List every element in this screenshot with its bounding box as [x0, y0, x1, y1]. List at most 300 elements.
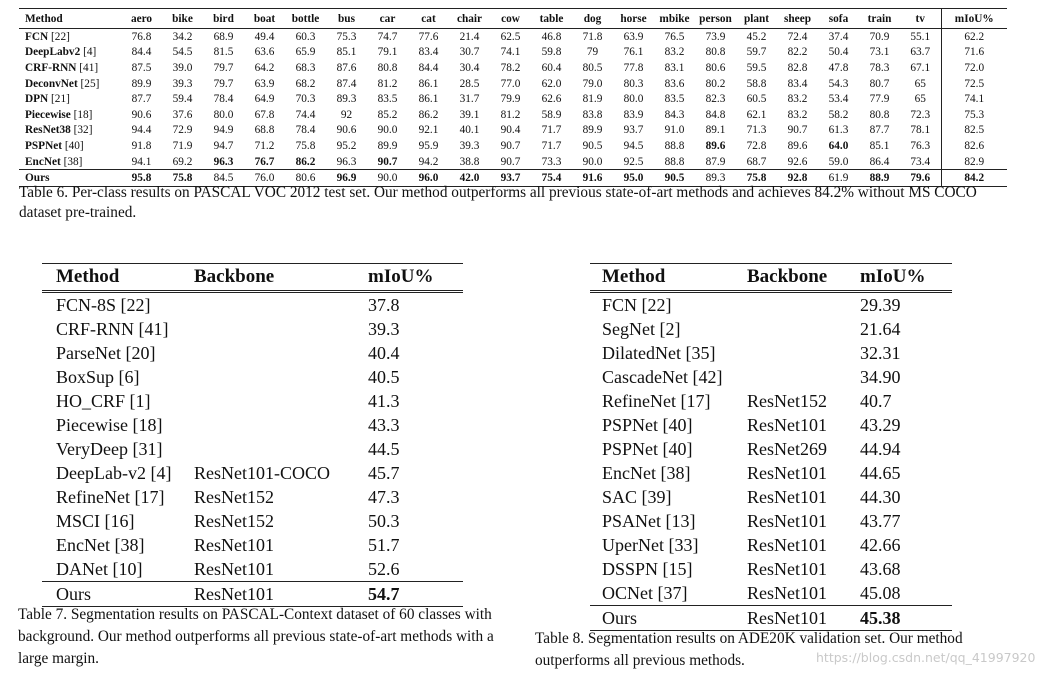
watermark: https://blog.csdn.net/qq_41997920	[816, 650, 1036, 665]
method-cell: Ours	[602, 608, 637, 628]
miou-cell: 45.08	[860, 583, 901, 603]
method-cell: RefineNet [17]	[602, 391, 711, 411]
table-6-value-cell: 86.1	[418, 93, 439, 106]
method-cell: CascadeNet [42]	[602, 367, 723, 387]
table-6-row	[19, 91, 1007, 107]
table-6-value-cell: 94.2	[418, 155, 439, 168]
table-6-value-cell: 89.1	[705, 124, 726, 137]
table-6-value-cell: 90.7	[500, 155, 521, 168]
table-6-value-cell: 94.7	[213, 139, 234, 152]
table-6-method-cell	[19, 60, 121, 76]
table-6-value-cell: 54.5	[172, 46, 193, 59]
backbone-cell	[194, 365, 368, 389]
table-6-header-cell: person	[699, 12, 732, 25]
miou-cell: 44.30	[860, 487, 901, 507]
table-6-header-cell: bike	[172, 12, 193, 25]
table8-row	[590, 341, 952, 365]
table-6-value-cell: 92.1	[418, 124, 439, 137]
miou-cell: 52.6	[368, 559, 400, 579]
table-8-header-miou: mIoU%	[860, 266, 926, 287]
table-6-value-cell: 89.9	[582, 124, 603, 137]
table-6-value-cell: 63.9	[623, 30, 644, 43]
method-name: ResNet38	[25, 124, 71, 137]
method-name: EncNet	[25, 155, 61, 168]
method-cell: EncNet [38]	[602, 463, 691, 483]
table7-row	[42, 437, 463, 461]
table-6-value-cell: 63.9	[254, 77, 275, 90]
table-6-value-cell: 94.1	[131, 155, 152, 168]
table-6-value-cell: 79.0	[582, 77, 603, 90]
table-6-value-cell: 65	[914, 77, 926, 90]
table-6-value-cell: 94.4	[131, 124, 152, 137]
table-6-row	[19, 29, 1007, 45]
table-6-value-cell: 74.1	[500, 46, 521, 59]
table7-row	[42, 485, 463, 509]
method-cell: CRF-RNN [41]	[56, 319, 169, 339]
table-6-value-cell: 83.2	[787, 108, 808, 121]
table-6-header-cell: mIoU%	[941, 9, 1007, 29]
table-6-value-cell: 76.5	[664, 30, 685, 43]
table-6-value-cell: 62.2	[941, 29, 1007, 45]
table8-row	[590, 533, 952, 557]
table-6-value-cell: 59.0	[828, 155, 849, 168]
table-6-row	[19, 45, 1007, 61]
method-cell: DSSPN [15]	[602, 559, 693, 579]
miou-cell: 45.38	[860, 608, 901, 628]
table-6-value-cell: 71.8	[582, 30, 603, 43]
table-6-value-cell: 58.2	[828, 108, 849, 121]
method-ref: [38]	[63, 155, 83, 168]
table-6-value-cell: 94.9	[213, 124, 234, 137]
table-6-value-cell: 68.3	[295, 61, 316, 74]
table-6-value-cell: 83.4	[418, 46, 439, 59]
table-6-value-cell: 75.8	[172, 172, 193, 185]
table-6-value-cell: 96.3	[213, 155, 234, 168]
table-6-value-cell: 90.7	[787, 124, 808, 137]
table8-row	[590, 437, 952, 461]
table-6-value-cell: 62.5	[500, 30, 521, 43]
table-6-value-cell: 88.9	[869, 172, 890, 185]
table-6-value-cell: 45.2	[746, 30, 767, 43]
method-name: Ours	[25, 172, 50, 185]
table-6-value-cell: 90.0	[377, 172, 398, 185]
table7-row	[42, 557, 463, 582]
table-6-value-cell: 80.8	[377, 61, 398, 74]
table-6-value-cell: 81.2	[500, 108, 521, 121]
backbone-cell: ResNet152	[194, 487, 274, 507]
method-name: Piecewise	[25, 108, 71, 121]
table7-row	[42, 509, 463, 533]
table8-row	[590, 317, 952, 341]
table7-row	[42, 317, 463, 341]
table-6-value-cell: 91.8	[131, 139, 152, 152]
table-6-value-cell: 84.5	[213, 172, 234, 185]
method-cell: Ours	[56, 584, 91, 604]
table-6-value-cell: 96.3	[336, 155, 357, 168]
table-6-value-cell: 59.4	[172, 93, 193, 106]
table-6-header-cell: bus	[338, 12, 355, 25]
table-6-value-cell: 72.8	[746, 139, 767, 152]
table-6-value-cell: 73.1	[869, 46, 890, 59]
table-6-value-cell: 87.9	[705, 155, 726, 168]
method-ref: [41]	[79, 61, 99, 74]
table-6-value-cell: 75.4	[541, 172, 562, 185]
table-6-value-cell: 21.4	[459, 30, 480, 43]
table-6-value-cell: 89.9	[377, 139, 398, 152]
table-6-value-cell: 39.3	[459, 139, 480, 152]
table-6-value-cell: 28.5	[459, 77, 480, 90]
table-6-value-cell: 63.7	[910, 46, 931, 59]
table-6-value-cell: 60.3	[295, 30, 316, 43]
table-6-value-cell: 73.3	[541, 155, 562, 168]
table-6-value-cell: 90.6	[336, 124, 357, 137]
table-6-value-cell: 79.6	[910, 172, 931, 185]
table-6-value-cell: 76.0	[254, 172, 275, 185]
method-cell: DANet [10]	[56, 559, 143, 579]
table-6-value-cell: 59.8	[541, 46, 562, 59]
table-6-method-cell	[19, 29, 121, 45]
table-6-value-cell: 90.0	[377, 124, 398, 137]
table-6-value-cell: 80.6	[705, 61, 726, 74]
table-6-value-cell: 71.7	[541, 139, 562, 152]
table8-row	[590, 389, 952, 413]
table-6-header-cell: dog	[583, 12, 602, 25]
table-6-value-cell: 84.2	[941, 170, 1007, 187]
table8-row	[590, 581, 952, 606]
table-6-value-cell: 90.0	[582, 155, 603, 168]
table-6-value-cell: 72.3	[910, 108, 931, 121]
table-6-value-cell: 92.6	[787, 155, 808, 168]
table-6-value-cell: 46.8	[541, 30, 562, 43]
table-6-header-cell: train	[867, 12, 892, 25]
table-6-value-cell: 82.6	[941, 138, 1007, 154]
table-6-value-cell: 90.7	[377, 155, 398, 168]
method-cell: PSPNet [40]	[602, 439, 693, 459]
backbone-cell	[194, 292, 368, 318]
miou-cell: 43.68	[860, 559, 901, 579]
table-6-value-cell: 68.2	[295, 77, 316, 90]
table-7-header-row	[42, 264, 463, 292]
table-6-row	[19, 107, 1007, 123]
table-6-value-cell: 38.8	[459, 155, 480, 168]
table-6-header-cell: aero	[130, 12, 153, 25]
table-6-header-cell: bird	[213, 12, 234, 25]
table8-row	[590, 557, 952, 581]
table-7-header-miou: mIoU%	[368, 266, 434, 287]
table-6-value-cell: 31.7	[459, 93, 480, 106]
table-6-method-cell	[19, 107, 121, 123]
table7-row	[42, 292, 463, 318]
table-6-method-cell	[19, 154, 121, 170]
table-6-value-cell: 95.2	[336, 139, 357, 152]
table-6-value-cell: 89.6	[787, 139, 808, 152]
table-6-value-cell: 83.2	[787, 93, 808, 106]
method-cell: MSCI [16]	[56, 511, 135, 531]
table8-ours-row	[590, 606, 952, 631]
backbone-cell: ResNet152	[194, 511, 274, 531]
table-6-value-cell: 42.0	[459, 172, 480, 185]
table-6-value-cell: 87.4	[336, 77, 357, 90]
table-6-value-cell: 92.5	[623, 155, 644, 168]
table-6-method-cell	[19, 76, 121, 92]
miou-cell: 21.64	[860, 319, 901, 339]
table-6-value-cell: 62.6	[541, 93, 562, 106]
table-6-value-cell: 96.9	[336, 172, 357, 185]
table-6-value-cell: 69.2	[172, 155, 193, 168]
backbone-cell: ResNet101	[747, 511, 827, 531]
method-cell: PSPNet [40]	[602, 415, 693, 435]
method-ref: [32]	[73, 124, 93, 137]
table-6-value-cell: 89.6	[705, 139, 726, 152]
table-6-value-cell: 79.7	[213, 61, 234, 74]
table-6-value-cell: 86.1	[418, 77, 439, 90]
table-6-value-cell: 81.9	[582, 93, 603, 106]
miou-cell: 43.77	[860, 511, 901, 531]
table-8-caption: Table 8. Segmentation results on ADE20K validation set. Our method outperforms all previous methods.	[535, 630, 963, 669]
table-6-header-cell: chair	[456, 12, 483, 25]
table-6-value-cell: 80.0	[213, 108, 234, 121]
table-6-value-cell: 81.2	[377, 77, 398, 90]
table-6-value-cell: 37.4	[828, 30, 849, 43]
table-6-caption: Table 6. Per-class results on PASCAL VOC 2012 test set. Our method outperforms all previous state-of-art methods and achieves 84.2% without MS COCO dataset pre-trained.	[19, 184, 977, 221]
table-6-value-cell: 67.1	[910, 61, 931, 74]
table-6-value-cell: 74.1	[941, 91, 1007, 107]
miou-cell: 51.7	[368, 535, 400, 555]
miou-cell: 43.3	[368, 415, 400, 435]
method-name: DeepLabv2	[25, 46, 81, 59]
table-6-row	[19, 123, 1007, 139]
table7-ours-row	[42, 582, 463, 607]
table-6-value-cell: 54.3	[828, 77, 849, 90]
miou-cell: 34.90	[860, 367, 901, 387]
table-6-value-cell: 59.7	[746, 46, 767, 59]
backbone-cell: ResNet101	[747, 463, 827, 483]
table-6-value-cell: 61.9	[828, 172, 849, 185]
table-6-value-cell: 72.4	[787, 30, 808, 43]
table-6-value-cell: 86.2	[418, 108, 439, 121]
miou-cell: 47.3	[368, 487, 400, 507]
method-ref: [22]	[51, 30, 70, 43]
table-6-value-cell: 79	[586, 46, 599, 59]
method-cell: EncNet [38]	[56, 535, 145, 555]
table-6-value-cell: 73.4	[910, 155, 931, 168]
table-6-value-cell: 89.3	[705, 172, 726, 185]
table-6-value-cell: 59.5	[746, 61, 767, 74]
backbone-cell	[747, 292, 860, 318]
method-name: DPN	[25, 93, 49, 106]
table-6-value-cell: 84.4	[131, 46, 152, 59]
table-6-header-cell: sofa	[828, 12, 849, 25]
table-6-value-cell: 39.1	[459, 108, 480, 121]
table-6-header-cell: sheep	[784, 12, 811, 25]
table-6-value-cell: 64.0	[828, 139, 849, 152]
table-6-value-cell: 30.4	[459, 61, 480, 74]
table-6-value-cell: 93.7	[623, 124, 644, 137]
table-7-header-method: Method	[56, 266, 120, 287]
method-cell: PSANet [13]	[602, 511, 696, 531]
table-6-value-cell: 82.9	[941, 154, 1007, 170]
table-6-row	[19, 76, 1007, 92]
table-6-value-cell: 37.6	[172, 108, 193, 121]
table-6-value-cell: 74.4	[295, 108, 316, 121]
table-6-value-cell: 77.6	[418, 30, 439, 43]
table7-row	[42, 365, 463, 389]
backbone-cell	[747, 365, 860, 389]
table-6-value-cell: 87.7	[869, 124, 890, 137]
table-8-header-row	[590, 264, 952, 292]
table-6-header-cell: tv	[915, 12, 925, 25]
backbone-cell: ResNet101-COCO	[194, 463, 330, 483]
table-6-value-cell: 64.9	[254, 93, 275, 106]
miou-cell: 43.29	[860, 415, 901, 435]
backbone-cell: ResNet101	[747, 559, 827, 579]
table-6-value-cell: 82.2	[787, 46, 808, 59]
table-6-value-cell: 67.8	[254, 108, 275, 121]
backbone-cell	[194, 413, 368, 437]
table-6-value-cell: 83.2	[664, 46, 685, 59]
table-6-value-cell: 84.8	[705, 108, 726, 121]
table-6-row	[19, 154, 1007, 170]
table-6-header-cell: plant	[743, 12, 770, 25]
table-6-value-cell: 80.3	[623, 77, 644, 90]
table-6-value-cell: 90.5	[582, 139, 603, 152]
table-6-header-cell: Method	[25, 12, 63, 25]
miou-cell: 40.4	[368, 343, 400, 363]
miou-cell: 44.65	[860, 463, 901, 483]
table7-row	[42, 461, 463, 485]
miou-cell: 41.3	[368, 391, 400, 411]
method-name: PSPNet	[25, 139, 63, 152]
table-6-value-cell: 80.7	[869, 77, 890, 90]
table-6-value-cell: 79.1	[377, 46, 398, 59]
table-6-value-cell: 55.1	[910, 30, 931, 43]
table-6-value-cell: 68.9	[213, 30, 234, 43]
table-6-value-cell: 82.8	[787, 61, 808, 74]
method-name: DeconvNet	[25, 77, 78, 90]
table-6-value-cell: 90.4	[500, 124, 521, 137]
table8-row	[590, 292, 952, 318]
table-6-value-cell: 60.5	[746, 93, 767, 106]
table-6-value-cell: 58.8	[746, 77, 767, 90]
table7-row	[42, 413, 463, 437]
table-6-value-cell: 76.8	[131, 30, 152, 43]
table-6-value-cell: 85.2	[377, 108, 398, 121]
method-ref: [40]	[64, 139, 84, 152]
table-6-value-cell: 78.4	[295, 124, 316, 137]
miou-cell: 44.94	[860, 439, 901, 459]
table7-row	[42, 341, 463, 365]
table-6-value-cell: 71.9	[172, 139, 193, 152]
table-6-value-cell: 71.6	[941, 45, 1007, 61]
table-7-caption: Table 7. Segmentation results on PASCAL-Context dataset of 60 classes with background. Our method outperforms all previous state-of-art methods with a large margin.	[18, 606, 494, 667]
backbone-cell	[194, 437, 368, 461]
method-cell: ParseNet [20]	[56, 343, 156, 363]
table-6-value-cell: 50.4	[828, 46, 849, 59]
miou-cell: 45.7	[368, 463, 400, 483]
table-6-value-cell: 68.8	[254, 124, 275, 137]
table-6-method-cell	[19, 138, 121, 154]
table-6-value-cell: 73.9	[705, 30, 726, 43]
table-6-value-cell: 80.6	[295, 172, 316, 185]
table-6-value-cell: 87.7	[131, 93, 152, 106]
method-cell: OCNet [37]	[602, 583, 688, 603]
backbone-cell: ResNet101	[194, 535, 274, 555]
table-6-value-cell: 95.0	[623, 172, 644, 185]
table-6-value-cell: 60.4	[541, 61, 562, 74]
table-6-value-cell: 74.7	[377, 30, 398, 43]
miou-cell: 39.3	[368, 319, 400, 339]
table-6-value-cell: 95.9	[418, 139, 439, 152]
miou-cell: 32.31	[860, 343, 901, 363]
table-6	[19, 8, 1007, 187]
method-ref: [4]	[83, 46, 97, 59]
table-6-value-cell: 81.5	[213, 46, 234, 59]
table-6-value-cell: 89.9	[131, 77, 152, 90]
table-6-value-cell: 71.2	[254, 139, 275, 152]
table-7-header-backbone: Backbone	[194, 266, 275, 287]
table-7	[42, 263, 463, 607]
table-6-value-cell: 70.9	[869, 30, 890, 43]
table-6-value-cell: 86.4	[869, 155, 890, 168]
table7-row	[42, 533, 463, 557]
method-cell: DilatedNet [35]	[602, 343, 716, 363]
table-6-value-cell: 71.3	[746, 124, 767, 137]
table-6-value-cell: 72.0	[941, 60, 1007, 76]
backbone-cell	[747, 341, 860, 365]
table-6-value-cell: 83.1	[664, 61, 685, 74]
table-6-value-cell: 78.2	[500, 61, 521, 74]
method-cell: BoxSup [6]	[56, 367, 140, 387]
method-cell: SegNet [2]	[602, 319, 681, 339]
table-6-value-cell: 78.3	[869, 61, 890, 74]
miou-cell: 44.5	[368, 439, 400, 459]
table-6-value-cell: 80.5	[582, 61, 603, 74]
table-6-value-cell: 65	[914, 93, 926, 106]
table-6-value-cell: 86.2	[295, 155, 316, 168]
backbone-cell: ResNet101	[747, 608, 827, 628]
miou-cell: 54.7	[368, 584, 400, 604]
table-6-value-cell: 80.8	[869, 108, 890, 121]
table-6-value-cell: 87.6	[336, 61, 357, 74]
table-6-value-cell: 75.8	[746, 172, 767, 185]
table-6-row	[19, 138, 1007, 154]
table-6-header-cell: table	[539, 12, 564, 25]
table-6-value-cell: 70.3	[295, 93, 316, 106]
table7-row	[42, 389, 463, 413]
table-6-row	[19, 60, 1007, 76]
table-6-method-cell	[19, 45, 121, 61]
table-6-value-cell: 90.6	[131, 108, 152, 121]
table-6-value-cell: 75.8	[295, 139, 316, 152]
table-6-value-cell: 83.5	[664, 93, 685, 106]
table-6-value-cell: 80.0	[623, 93, 644, 106]
table-6-value-cell: 91.0	[664, 124, 685, 137]
table-6-value-cell: 85.1	[336, 46, 357, 59]
table8-row	[590, 485, 952, 509]
table8-row	[590, 461, 952, 485]
table-6-value-cell: 93.7	[500, 172, 521, 185]
method-cell: Piecewise [18]	[56, 415, 163, 435]
table-6-value-cell: 88.8	[664, 139, 685, 152]
backbone-cell: ResNet101	[747, 535, 827, 555]
table-6-value-cell: 90.7	[500, 139, 521, 152]
table-6-value-cell: 75.3	[941, 107, 1007, 123]
method-name: FCN	[25, 30, 49, 43]
miou-cell: 37.8	[368, 295, 400, 315]
table-6-value-cell: 83.9	[623, 108, 644, 121]
table-6-header-cell: cat	[421, 12, 436, 25]
backbone-cell: ResNet101	[747, 415, 827, 435]
